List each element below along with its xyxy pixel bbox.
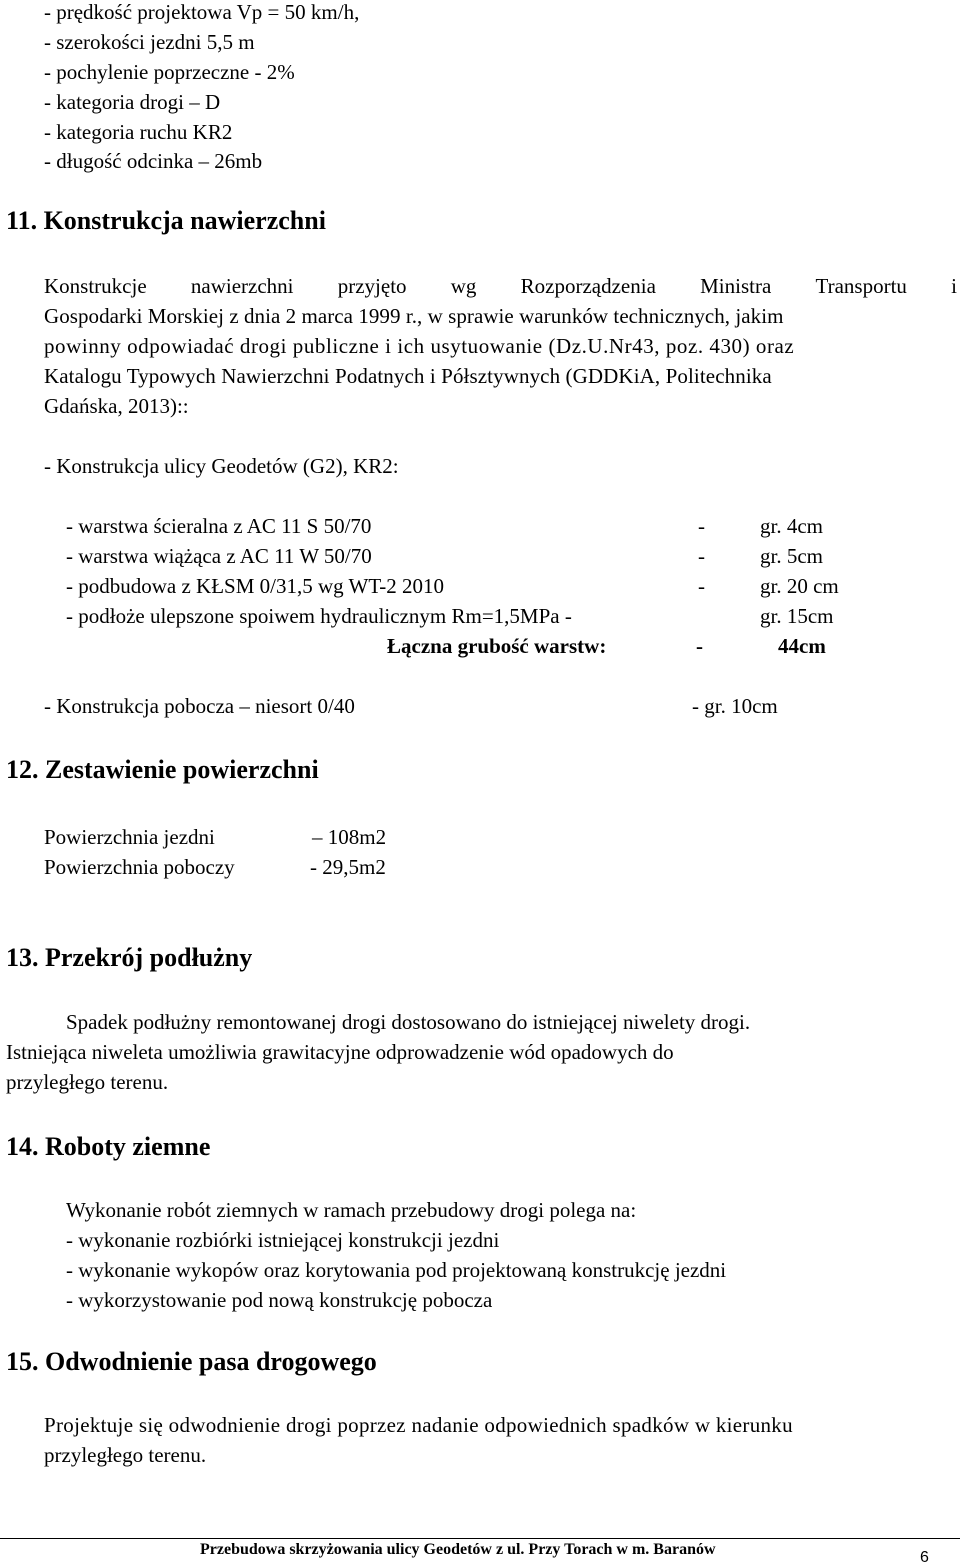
word: i: [951, 274, 957, 298]
total-thickness-label: Łączna grubość warstw:: [387, 634, 607, 658]
konstrukcja-ulicy-label: - Konstrukcja ulicy Geodetów (G2), KR2:: [44, 454, 399, 478]
list-item: - wykorzystowanie pod nową konstrukcję pobocza: [66, 1288, 493, 1312]
word: Ministra: [700, 274, 772, 298]
section-15-paragraph-line-1: Projektuje się odwodnienie drogi poprzez nadanie odpowiednich spadków w kierunku: [44, 1413, 793, 1437]
section-15-heading: 15. Odwodnienie pasa drogowego: [6, 1347, 377, 1376]
section-11-paragraph-line-1: [44, 276, 957, 297]
section-13-heading: 13. Przekrój podłużny: [6, 943, 253, 972]
section-14-heading: 14. Roboty ziemne: [6, 1132, 211, 1161]
param-item: - kategoria drogi – D: [44, 90, 221, 114]
section-11-paragraph-line-5: Gdańska, 2013)::: [44, 394, 189, 418]
param-item: - kategoria ruchu KR2: [44, 120, 233, 144]
total-thickness-dash: -: [696, 634, 703, 658]
layer-name: - podbudowa z KŁSM 0/31,5 wg WT-2 2010: [66, 574, 444, 598]
word: Rozporządzenia: [520, 274, 656, 298]
total-thickness-value: 44cm: [778, 634, 826, 658]
section-12-heading: 12. Zestawienie powierzchni: [6, 755, 319, 784]
pobocze-label: - Konstrukcja pobocza – niesort 0/40: [44, 694, 355, 718]
word: Konstrukcje: [44, 274, 147, 298]
footer-divider: [0, 1538, 960, 1539]
list-item: - wykonanie rozbiórki istniejącej konstrukcji jezdni: [66, 1228, 500, 1252]
layer-name: - podłoże ulepszone spoiwem hydraulicznym Rm=1,5MPa -: [66, 604, 572, 628]
area-value: - 29,5m2: [310, 855, 386, 879]
area-value: – 108m2: [312, 825, 387, 849]
layer-value: gr. 15cm: [760, 604, 834, 628]
area-label: Powierzchnia jezdni: [44, 825, 215, 849]
page-number: 6: [920, 1549, 929, 1566]
section-15-paragraph-line-2: przyległego terenu.: [44, 1443, 207, 1467]
param-item: - długość odcinka – 26mb: [44, 149, 263, 173]
layer-dash: -: [698, 544, 705, 568]
layer-name: - warstwa ścieralna z AC 11 S 50/70: [66, 514, 372, 538]
param-item: - prędkość projektowa Vp = 50 km/h,: [44, 0, 360, 24]
word: Transportu: [815, 274, 907, 298]
section-14-intro: Wykonanie robót ziemnych w ramach przebudowy drogi polega na:: [66, 1198, 637, 1222]
param-item: - szerokości jezdni 5,5 m: [44, 30, 255, 54]
section-13-paragraph-line-1: Spadek podłużny remontowanej drogi dostosowano do istniejącej niwelety drogi.: [66, 1010, 751, 1034]
word: wg: [450, 274, 477, 298]
area-label: Powierzchnia poboczy: [44, 855, 235, 879]
param-item: - pochylenie poprzeczne - 2%: [44, 60, 295, 84]
layer-value: gr. 5cm: [760, 544, 823, 568]
section-11-heading: 11. Konstrukcja nawierzchni: [6, 206, 326, 235]
footer-title: Przebudowa skrzyżowania ulicy Geodetów z ul. Przy Torach w m. Baranów: [200, 1541, 716, 1558]
list-item: - wykonanie wykopów oraz korytowania pod projektowaną konstrukcję jezdni: [66, 1258, 727, 1282]
layer-value: gr. 20 cm: [760, 574, 839, 598]
layer-dash: -: [698, 574, 705, 598]
section-13-paragraph-line-3: przyległego terenu.: [6, 1070, 169, 1094]
section-13-paragraph-line-2: Istniejąca niweleta umożliwia grawitacyjne odprowadzenie wód opadowych do: [6, 1040, 674, 1064]
word: nawierzchni: [190, 274, 294, 298]
layer-name: - warstwa wiążąca z AC 11 W 50/70: [66, 544, 372, 568]
layer-value: gr. 4cm: [760, 514, 823, 538]
section-11-paragraph-line-3: powinny odpowiadać drogi publiczne i ich usytuowanie (Dz.U.Nr43, poz. 430) oraz: [44, 334, 795, 358]
section-11-paragraph-line-4: Katalogu Typowych Nawierzchni Podatnych i Półsztywnych (GDDKiA, Politechnika: [44, 364, 772, 388]
pobocze-value: - gr. 10cm: [692, 694, 778, 718]
layer-dash: -: [698, 514, 705, 538]
section-11-paragraph-line-2: Gospodarki Morskiej z dnia 2 marca 1999 r., w sprawie warunków technicznych, jakim: [44, 304, 784, 328]
word: przyjęto: [337, 274, 407, 298]
